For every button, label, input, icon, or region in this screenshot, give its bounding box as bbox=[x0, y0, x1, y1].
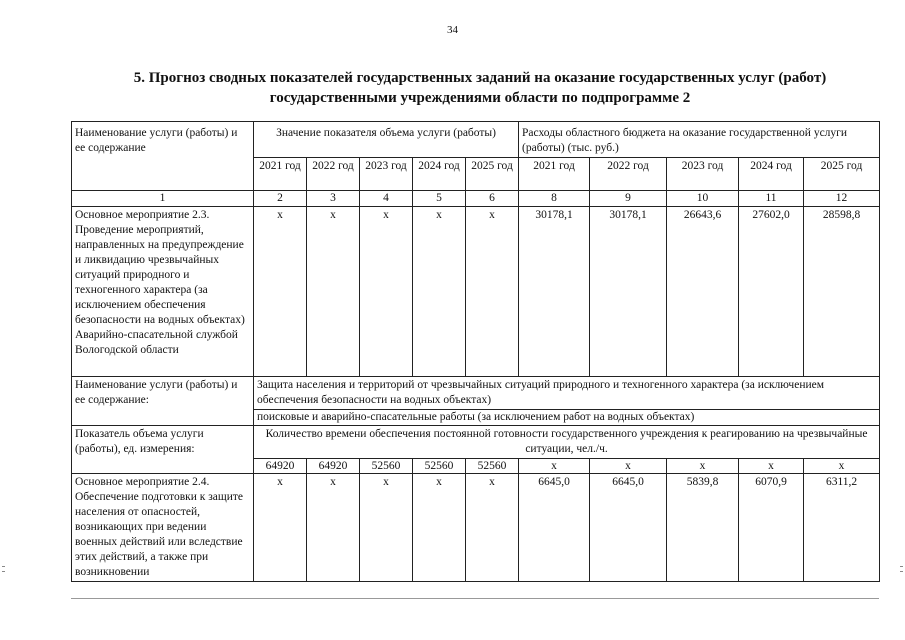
header-volume-year: 2022 год bbox=[307, 158, 360, 191]
column-number: 9 bbox=[590, 191, 667, 207]
column-number: 1 bbox=[72, 191, 254, 207]
volume-indicator-text: Количество времени обеспечения постоянной готовности государственного учреждения к реагированию на чрезвычайные ситуации, чел./ч. bbox=[254, 426, 880, 459]
indicator-value: 64920 bbox=[254, 459, 307, 474]
column-number: 12 bbox=[804, 191, 880, 207]
service-name-text: Защита населения и территорий от чрезвычайных ситуаций природного и техногенного характера (за исключением обеспечения безопасности на водных объектах) bbox=[254, 377, 880, 410]
measure-2-3-expense: 26643,6 bbox=[667, 207, 739, 377]
indicator-value: x bbox=[519, 459, 590, 474]
measure-2-3-value: x bbox=[360, 207, 413, 377]
indicator-value: 64920 bbox=[307, 459, 360, 474]
volume-indicator-label: Показатель объема услуги (работы), ед. измерения: bbox=[72, 426, 254, 474]
measure-2-4-value: x bbox=[413, 474, 466, 582]
column-number: 11 bbox=[739, 191, 804, 207]
header-expense-group: Расходы областного бюджета на оказание государственной услуги (работы) (тыс. руб.) bbox=[519, 122, 880, 158]
measure-2-3-value: x bbox=[254, 207, 307, 377]
measure-2-4-expense: 6311,2 bbox=[804, 474, 880, 582]
table-bottom-edge bbox=[71, 598, 879, 599]
header-volume-group: Значение показателя объема услуги (работы) bbox=[254, 122, 519, 158]
column-number: 2 bbox=[254, 191, 307, 207]
indicator-value: x bbox=[590, 459, 667, 474]
measure-2-4-expense: 5839,8 bbox=[667, 474, 739, 582]
measure-2-4-name: Основное мероприятие 2.4. Обеспечение подготовки к защите населения от опасностей, возникающих при ведении военных действий или вследствие этих действий, а также при возникновении bbox=[72, 474, 254, 582]
measure-2-3-expense: 27602,0 bbox=[739, 207, 804, 377]
header-volume-year: 2024 год bbox=[413, 158, 466, 191]
header-volume-year: 2025 год bbox=[466, 158, 519, 191]
state-assignment-table bbox=[71, 121, 880, 582]
header-service-name: Наименование услуги (работы) и ее содержание bbox=[72, 122, 254, 191]
column-number: 10 bbox=[667, 191, 739, 207]
indicator-value: x bbox=[804, 459, 880, 474]
indicator-value: 52560 bbox=[360, 459, 413, 474]
measure-2-3-value: x bbox=[307, 207, 360, 377]
scan-speck bbox=[2, 566, 5, 567]
header-volume-year: 2023 год bbox=[360, 158, 413, 191]
column-number: 8 bbox=[519, 191, 590, 207]
header-expense-year: 2025 год bbox=[804, 158, 880, 191]
measure-2-4-value: x bbox=[254, 474, 307, 582]
measure-2-4-expense: 6645,0 bbox=[590, 474, 667, 582]
column-number: 5 bbox=[413, 191, 466, 207]
measure-2-4-value: x bbox=[360, 474, 413, 582]
scan-speck bbox=[2, 571, 5, 572]
service-name-label: Наименование услуги (работы) и ее содержание: bbox=[72, 377, 254, 426]
measure-2-3-expense: 28598,8 bbox=[804, 207, 880, 377]
measure-2-3-value: x bbox=[466, 207, 519, 377]
service-content-text: поисковые и аварийно-спасательные работы (за исключением работ на водных объектах) bbox=[254, 410, 880, 426]
header-volume-year: 2021 год bbox=[254, 158, 307, 191]
indicator-value: x bbox=[667, 459, 739, 474]
page-number: 34 bbox=[447, 24, 458, 36]
header-expense-year: 2022 год bbox=[590, 158, 667, 191]
column-number: 6 bbox=[466, 191, 519, 207]
measure-2-3-value: x bbox=[413, 207, 466, 377]
header-expense-year: 2021 год bbox=[519, 158, 590, 191]
indicator-value: 52560 bbox=[466, 459, 519, 474]
measure-2-4-expense: 6645,0 bbox=[519, 474, 590, 582]
measure-2-4-value: x bbox=[466, 474, 519, 582]
indicator-value: x bbox=[739, 459, 804, 474]
measure-2-3-expense: 30178,1 bbox=[590, 207, 667, 377]
header-expense-year: 2024 год bbox=[739, 158, 804, 191]
document-title: 5. Прогноз сводных показателей государственных заданий на оказание государственных услуг (работ) государственными учреждениями области по подпрограмме 2 bbox=[133, 70, 827, 106]
column-number: 3 bbox=[307, 191, 360, 207]
measure-2-3-expense: 30178,1 bbox=[519, 207, 590, 377]
indicator-value: 52560 bbox=[413, 459, 466, 474]
header-expense-year: 2023 год bbox=[667, 158, 739, 191]
measure-2-4-value: x bbox=[307, 474, 360, 582]
measure-2-3-name: Основное мероприятие 2.3. Проведение мероприятий, направленных на предупреждение и ликвидацию чрезвычайных ситуаций природного и техногенного характера (за исключением обеспечения безопасности на водных объектах) Аварийно-спасательной службой Вологодской области bbox=[72, 207, 254, 377]
measure-2-4-expense: 6070,9 bbox=[739, 474, 804, 582]
scan-speck bbox=[900, 566, 903, 567]
scan-speck bbox=[900, 571, 903, 572]
column-number: 4 bbox=[360, 191, 413, 207]
